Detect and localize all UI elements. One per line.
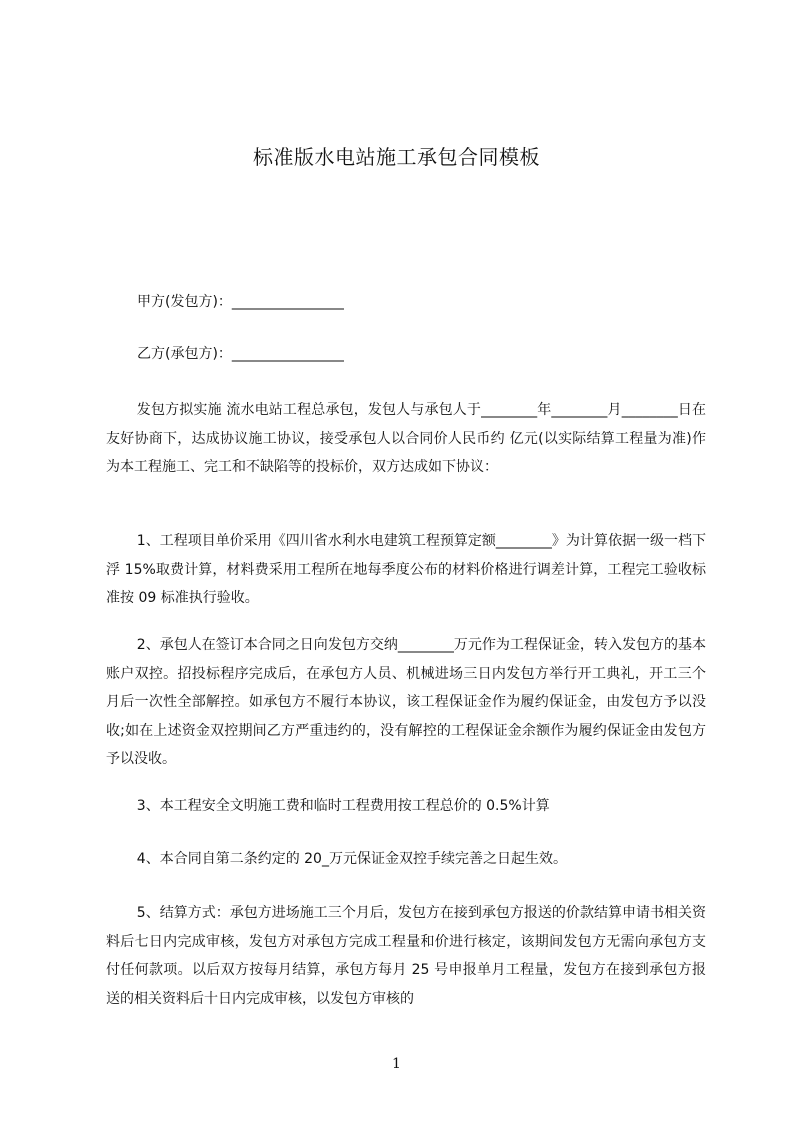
party-a-line: 甲方(发包方)：________________ [137,294,344,310]
clause-2-paragraph: 2、承包人在签订本合同之日向发包方交纳________万元作为工程保证金，转入发包方的基本账户双控。招投标程序完成后，在承包方人员、机械进场三日内发包方举行开工典礼，开工三个月后一次性全部解控。如承包方不履行本协议，该工程保证金作为履约保证金，由发包方予以没收;如在上述资金双控期间乙方严重违约的，没有解控的工程保证金余额作为履约保证金由发包方予以没收。 [106,637,706,767]
clause-1-paragraph: 1、工程项目单价采用《四川省水利水电建筑工程预算定额________》为计算依据一级一档下浮 15%取费计算，材料费采用工程所在地每季度公布的材料价格进行调差计算，工程完工验收标准按 09 标准执行验收。 [106,533,706,606]
intro-paragraph: 发包方拟实施 流水电站工程总承包，发包人与承包人于________年________月________日在 友好协商下，达成协议施工协议，接受承包人以合同价人民币约 亿元(以实际结算工程量为准)作为本工程施工、完工和不缺陷等的投标价，双方达成如下协议： [106,402,720,475]
page-number: 1 [392,1056,401,1072]
clause-3-paragraph: 3、本工程安全文明施工费和临时工程费用按工程总价的 0.5%计算 [136,798,550,814]
document-title: 标准版水电站施工承包合同模板 [253,145,540,169]
clause-5-paragraph: 5、结算方式：承包方进场施工三个月后，发包方在接到承包方报送的价款结算申请书相关资料后七日内完成审核，发包方对承包方完成工程量和价进行核定，该期间发包方无需向承包方支付任何款项。以后双方按每月结算，承包方每月 25 号申报单月工程量，发包方在接到承包方报送的相关资料后十日内完成审核，以发包方审核的 [106,905,706,1007]
clause-4-paragraph: 4、本合同自第二条约定的 20_万元保证金双控手续完善之日起生效。 [136,851,567,867]
party-b-line: 乙方(承包方)：________________ [137,346,344,362]
